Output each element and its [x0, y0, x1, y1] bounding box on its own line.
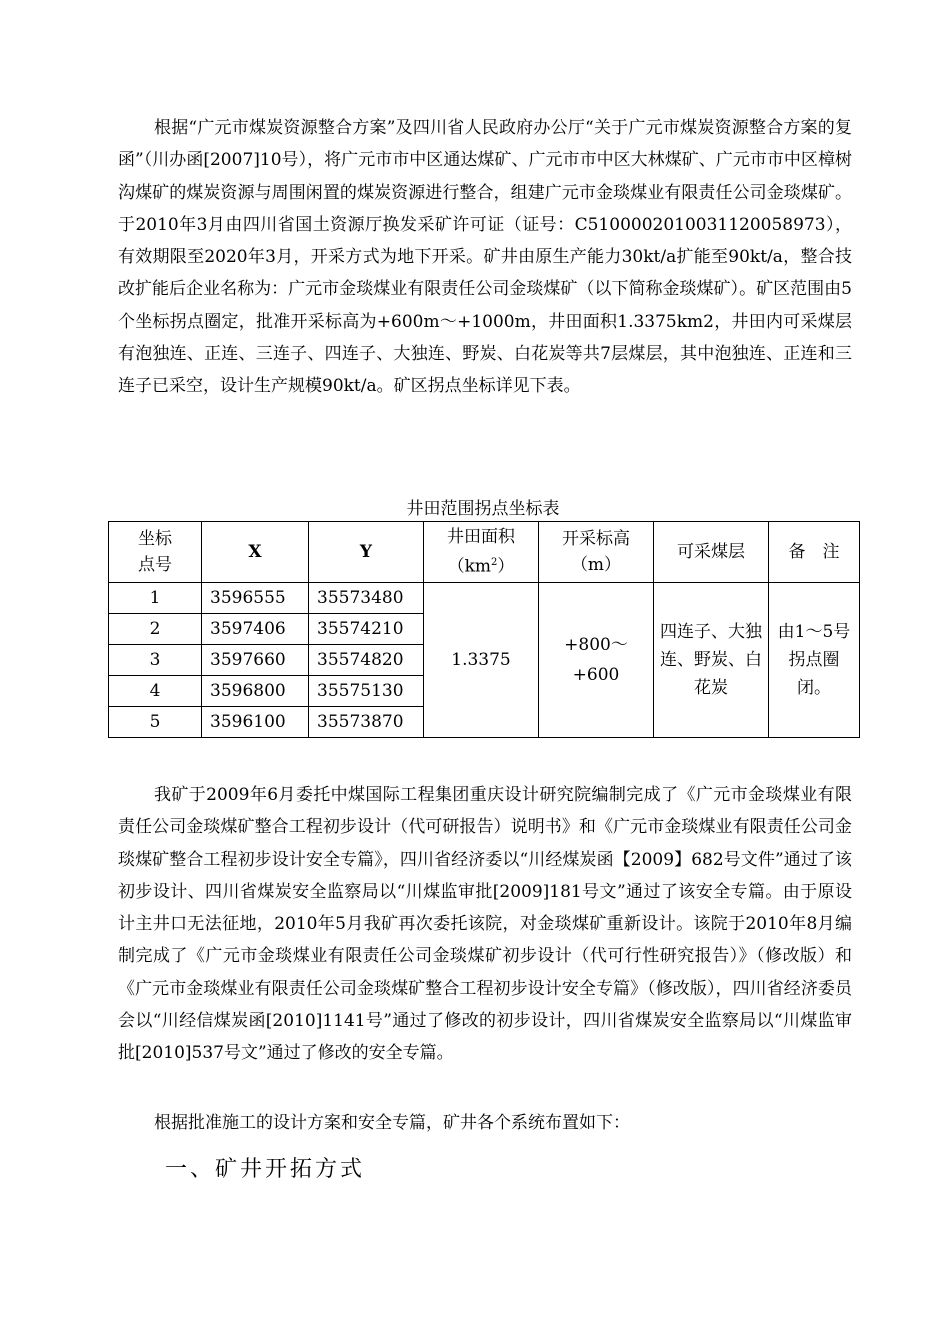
cell-y: 35574210 — [309, 614, 424, 645]
cell-point: 5 — [109, 707, 202, 738]
cell-remarks: 由1～5号拐点圈闭。 — [769, 583, 860, 738]
cell-x: 3597660 — [202, 645, 309, 676]
header-x: X — [202, 522, 309, 583]
header-elevation: 开采标高 （m） — [539, 522, 654, 583]
cell-seams: 四连子、大独连、野炭、白花炭 — [654, 583, 769, 738]
cell-y: 35573870 — [309, 707, 424, 738]
table-header-row — [109, 522, 860, 583]
section-heading: 一、矿井开拓方式 — [165, 1157, 366, 1182]
header-area: 井田面积 $(km^2)$ — [424, 522, 539, 583]
cell-point: 3 — [109, 645, 202, 676]
cell-point: 4 — [109, 676, 202, 707]
design-history-paragraph: 我矿于2009年6月委托中煤国际工程集团重庆设计研究院编制完成了《广元市金琰煤业有限责任公司金琰煤矿整合工程初步设计（代可研报告）说明书》和《广元市金琰煤业有限责任公司金琰煤矿整合工程初步设计安全专篇》，四川省经济委以“川经煤炭函【2009】682号文件”通过了该初步设计、四川省煤炭安全监察局以“川煤监审批[2009]181号文”通过了该安全专篇。由于原设计主井口无法征地，2010年5月我矿再次委托该院，对金琰煤矿重新设计。该院于2010年8月编制完成了《广元市金琰煤业有限责任公司金琰煤矿初步设计（代可行性研究报告）》（修改版）和《广元市金琰煤业有限责任公司金琰煤矿整合工程初步设计安全专篇》（修改版），四川省经济委员会以“川经信煤炭函[2010]1141号”通过了修改的初步设计，四川省煤炭安全监察局以“川煤监审批[2010]537号文”通过了修改的安全专篇。 — [118, 785, 852, 1064]
cell-area: 1.3375 — [424, 583, 539, 738]
intro-paragraph: 根据“广元市煤炭资源整合方案”及四川省人民政府办公厅“关于广元市煤炭资源整合方案的复函”（川办函[2007]10号），将广元市市中区通达煤矿、广元市市中区大林煤矿、广元市市中区樟树沟煤矿的煤炭资源与周围闲置的煤炭资源进行整合，组建广元市金琰煤业有限责任公司金琰煤矿。于2010年3月由四川省国土资源厅换发采矿许可证（证号：C5100002010031120058973），有效期限至2020年3月，开采方式为地下开采。矿井由原生产能力30kt/a扩能至90kt/a，整合技改扩能后企业名称为：广元市金琰煤业有限责任公司金琰煤矿（以下简称金琰煤矿）。矿区范围由5个坐标拐点圈定，批准开采标高为+600m～+1000m，井田面积1.3375km2，井田内可采煤层有泡独连、正连、三连子、四连子、大独连、野炭、白花炭等共7层煤层，其中泡独连、正连和三连子已采空，设计生产规模90kt/a。矿区拐点坐标详见下表。 — [118, 118, 852, 397]
coordinate-table — [108, 521, 860, 738]
cell-point: 2 — [109, 614, 202, 645]
cell-x: 3596555 — [202, 583, 309, 614]
header-y: Y — [309, 522, 424, 583]
cell-point: 1 — [109, 583, 202, 614]
header-point: 坐标 点号 — [109, 522, 202, 583]
table-caption: 井田范围拐点坐标表 — [406, 499, 560, 519]
cell-y: 35573480 — [309, 583, 424, 614]
header-seams: 可采煤层 — [654, 522, 769, 583]
header-remarks: 备 注 — [769, 522, 860, 583]
cell-elevation: +800～ +600 — [539, 583, 654, 738]
cell-x: 3597406 — [202, 614, 309, 645]
cell-x: 3596800 — [202, 676, 309, 707]
system-layout-paragraph: 根据批准施工的设计方案和安全专篇，矿井各个系统布置如下： — [154, 1113, 630, 1133]
cell-y: 35574820 — [309, 645, 424, 676]
cell-x: 3596100 — [202, 707, 309, 738]
table-row — [109, 583, 860, 614]
cell-y: 35575130 — [309, 676, 424, 707]
